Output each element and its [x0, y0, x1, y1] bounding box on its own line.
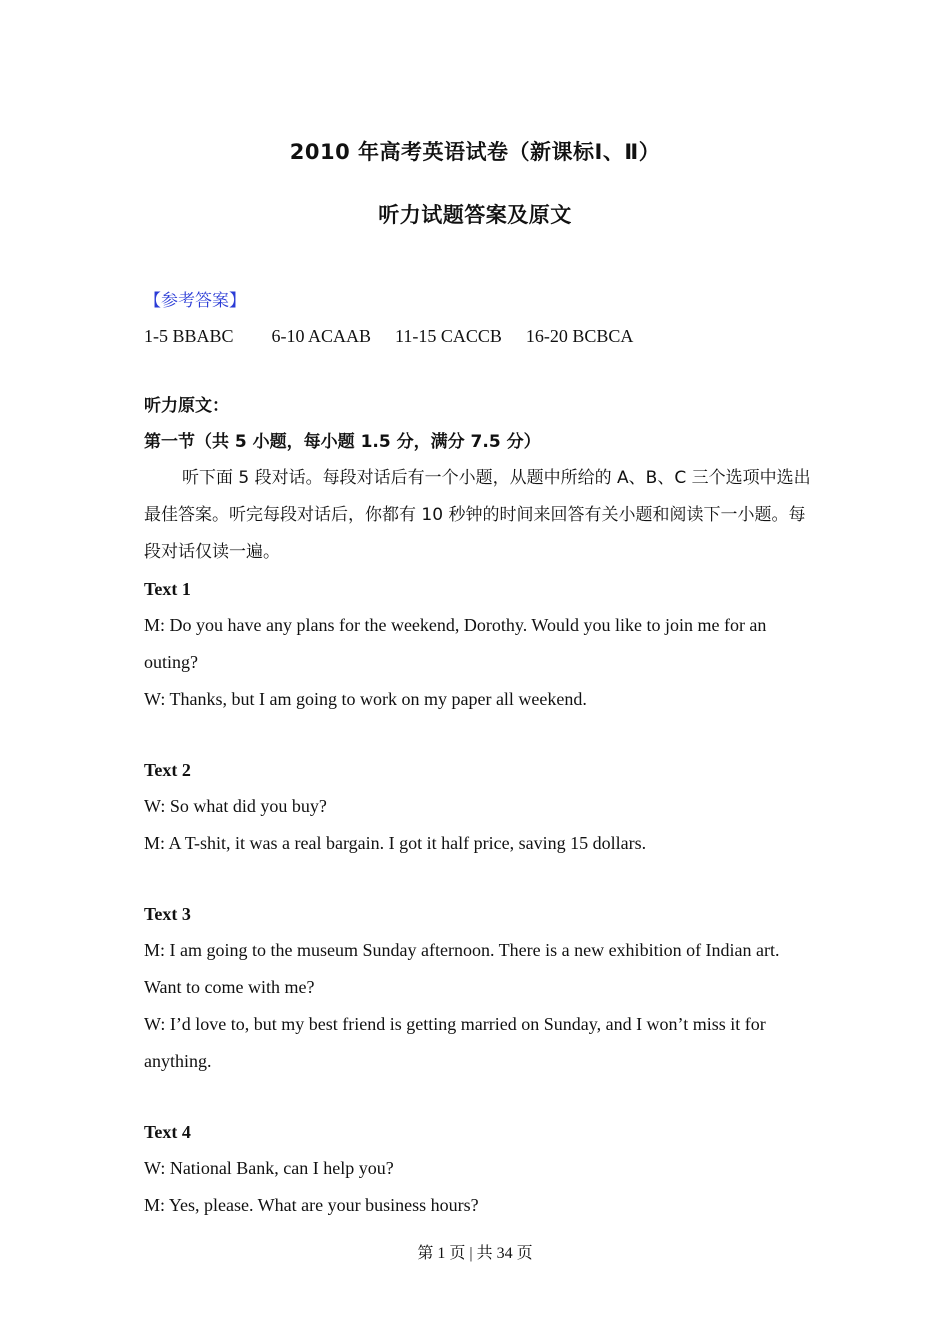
text-2	[144, 752, 814, 862]
answer-key	[144, 318, 814, 354]
document-subtitle: 听力试题答案及原文	[378, 203, 572, 227]
text-4-label: Text 4	[144, 1122, 191, 1142]
text-2-line-1: W: So what did you buy?	[144, 796, 327, 816]
text-2-label: Text 2	[144, 760, 191, 780]
answer-group-1: 1-5 BBABC	[144, 326, 234, 346]
text-4-line-1: W: National Bank, can I help you?	[144, 1158, 394, 1178]
answer-heading: 【参考答案】	[144, 291, 246, 311]
text-3-line-1: M: I am going to the museum Sunday afternoon. There is a new exhibition of Indian art. Want to come with me?	[144, 940, 780, 997]
document-title: 2010 年高考英语试卷（新课标Ⅰ、Ⅱ）	[289, 140, 661, 164]
text-4	[144, 1114, 814, 1224]
text-1-line-1: M: Do you have any plans for the weekend, Dorothy. Would you like to join me for an outing?	[144, 615, 767, 672]
text-1-label: Text 1	[144, 579, 191, 599]
text-3	[144, 896, 814, 1080]
text-1-line-2: W: Thanks, but I am going to work on my paper all weekend.	[144, 689, 587, 709]
answer-group-4: 16-20 BCBCA	[525, 326, 634, 346]
text-2-line-2: M: A T-shit, it was a real bargain. I got it half price, saving 15 dollars.	[144, 833, 647, 853]
text-3-line-2: W: I’d love to, but my best friend is getting married on Sunday, and I won’t miss it for anything.	[144, 1014, 766, 1071]
page-footer: 第 1 页 | 共 34 页	[417, 1245, 533, 1262]
transcript-heading: 听力原文：	[144, 396, 229, 416]
text-4-line-2: M: Yes, please. What are your business hours?	[144, 1195, 479, 1215]
answer-group-2: 6-10 ACAAB	[271, 326, 372, 346]
text-3-label: Text 3	[144, 904, 191, 924]
text-1	[144, 571, 814, 718]
section1-intro: 听下面 5 段对话。每段对话后有一个小题，从题中所给的 A、B、C 三个选项中选出最佳答案。听完每段对话后，你都有 10 秒钟的时间来回答有关小题和阅读下一小题。每段对话仅读一遍。	[144, 468, 811, 562]
answer-group-3: 11-15 CACCB	[395, 326, 502, 346]
section1-heading: 第一节（共 5 小题，每小题 1.5 分，满分 7.5 分）	[144, 432, 541, 452]
document-body	[144, 284, 814, 1258]
